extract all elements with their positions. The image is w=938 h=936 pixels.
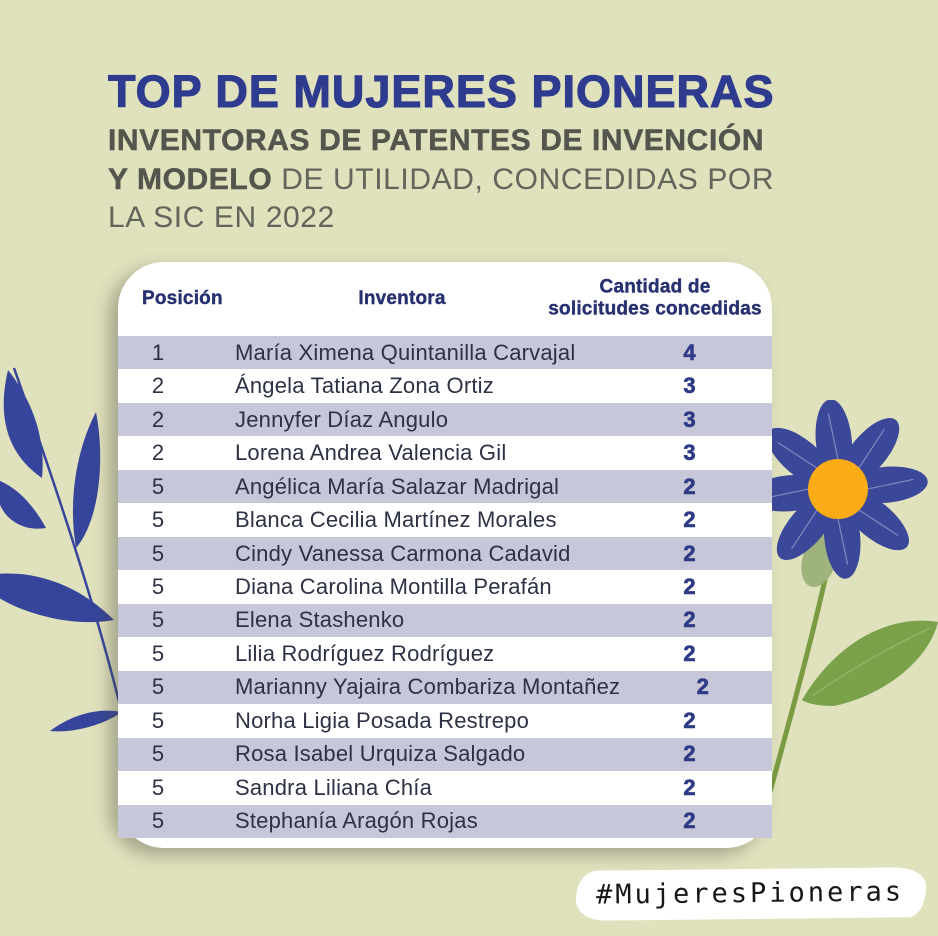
page-title: TOP DE MUJERES PIONERAS — [108, 66, 775, 117]
cell-count: 3 — [683, 373, 696, 399]
cell-inventor: Elena Stashenko — [235, 607, 405, 633]
cell-position: 2 — [151, 440, 165, 466]
table-row — [118, 805, 772, 838]
column-header-inventor: Inventora — [358, 288, 446, 309]
table-row — [118, 470, 772, 503]
column-header-position: Posición — [142, 288, 223, 309]
cell-count: 2 — [683, 473, 696, 499]
cell-count: 2 — [683, 507, 696, 533]
cell-count: 2 — [683, 574, 696, 600]
cell-count: 2 — [683, 707, 696, 733]
cell-count: 2 — [696, 674, 709, 700]
cell-inventor: Cindy Vanessa Carmona Cadavid — [235, 540, 571, 566]
cell-inventor: Ángela Tatiana Zona Ortiz — [235, 373, 494, 399]
cell-count: 3 — [683, 440, 696, 466]
subtitle-segment: DE UTILIDAD, CONCEDIDAS POR — [281, 162, 775, 196]
table-row — [118, 637, 772, 670]
cell-inventor: Lilia Rodríguez Rodríguez — [235, 640, 495, 666]
cell-inventor: Rosa Isabel Urquiza Salgado — [235, 741, 526, 767]
table-row — [118, 403, 772, 436]
cell-inventor: Jennyfer Díaz Angulo — [235, 406, 449, 432]
header-block — [108, 68, 848, 237]
cell-position: 5 — [151, 507, 165, 533]
blue-daisy-flower-icon — [752, 400, 938, 800]
subtitle-segment: Y MODELO — [108, 162, 282, 196]
cell-position: 5 — [151, 808, 165, 834]
page-subtitle — [108, 122, 848, 237]
table-body — [118, 336, 772, 838]
column-header-count-line2: solicitudes concedidas — [548, 299, 762, 320]
subtitle-line — [108, 122, 848, 160]
table-header — [118, 262, 772, 336]
table-row — [118, 738, 772, 771]
cell-inventor: Sandra Liliana Chía — [235, 774, 433, 800]
cell-position: 5 — [151, 607, 165, 633]
subtitle-segment: INVENTORAS DE PATENTES DE INVENCIÓN — [108, 124, 765, 158]
cell-position: 5 — [151, 640, 165, 666]
column-header-count-line1: Cantidad de — [599, 276, 711, 298]
cell-inventor: María Ximena Quintanilla Carvajal — [235, 339, 576, 365]
cell-position: 5 — [151, 540, 165, 566]
cell-count: 2 — [683, 741, 696, 767]
table-row — [118, 436, 772, 469]
cell-position: 2 — [151, 373, 165, 399]
cell-count: 2 — [683, 540, 696, 566]
table-row — [118, 704, 772, 737]
cell-position: 2 — [151, 406, 165, 432]
subtitle-segment: LA SIC EN 2022 — [108, 201, 335, 235]
ranking-table-card — [118, 262, 772, 848]
column-header-count — [548, 277, 761, 322]
table-row — [118, 570, 772, 603]
cell-position: 5 — [151, 774, 165, 800]
cell-inventor: Angélica María Salazar Madrigal — [235, 473, 560, 499]
cell-count: 2 — [683, 607, 696, 633]
cell-count: 2 — [683, 640, 696, 666]
table-row — [118, 336, 772, 369]
cell-position: 5 — [151, 741, 165, 767]
subtitle-line — [108, 161, 848, 199]
cell-position: 5 — [151, 707, 165, 733]
cell-position: 5 — [151, 473, 165, 499]
table-row — [118, 604, 772, 637]
subtitle-line — [108, 199, 848, 237]
table-row — [118, 537, 772, 570]
cell-inventor: Blanca Cecilia Martínez Morales — [235, 507, 557, 533]
cell-inventor: Norha Ligia Posada Restrepo — [235, 707, 530, 733]
table-row — [118, 369, 772, 402]
cell-count: 3 — [683, 406, 696, 432]
table-row — [118, 671, 772, 704]
cell-position: 5 — [151, 574, 165, 600]
cell-inventor: Marianny Yajaira Combariza Montañez — [235, 674, 621, 700]
cell-inventor: Lorena Andrea Valencia Gil — [235, 440, 507, 466]
cell-count: 2 — [683, 774, 696, 800]
hashtag-badge: #MujeresPioneras — [576, 867, 927, 921]
cell-count: 2 — [683, 808, 696, 834]
cell-inventor: Diana Carolina Montilla Perafán — [235, 574, 552, 600]
table-row — [118, 503, 772, 536]
cell-count: 4 — [683, 339, 696, 365]
table-row — [118, 771, 772, 804]
cell-position: 1 — [151, 339, 165, 365]
cell-position: 5 — [151, 674, 165, 700]
cell-inventor: Stephanía Aragón Rojas — [235, 808, 478, 834]
